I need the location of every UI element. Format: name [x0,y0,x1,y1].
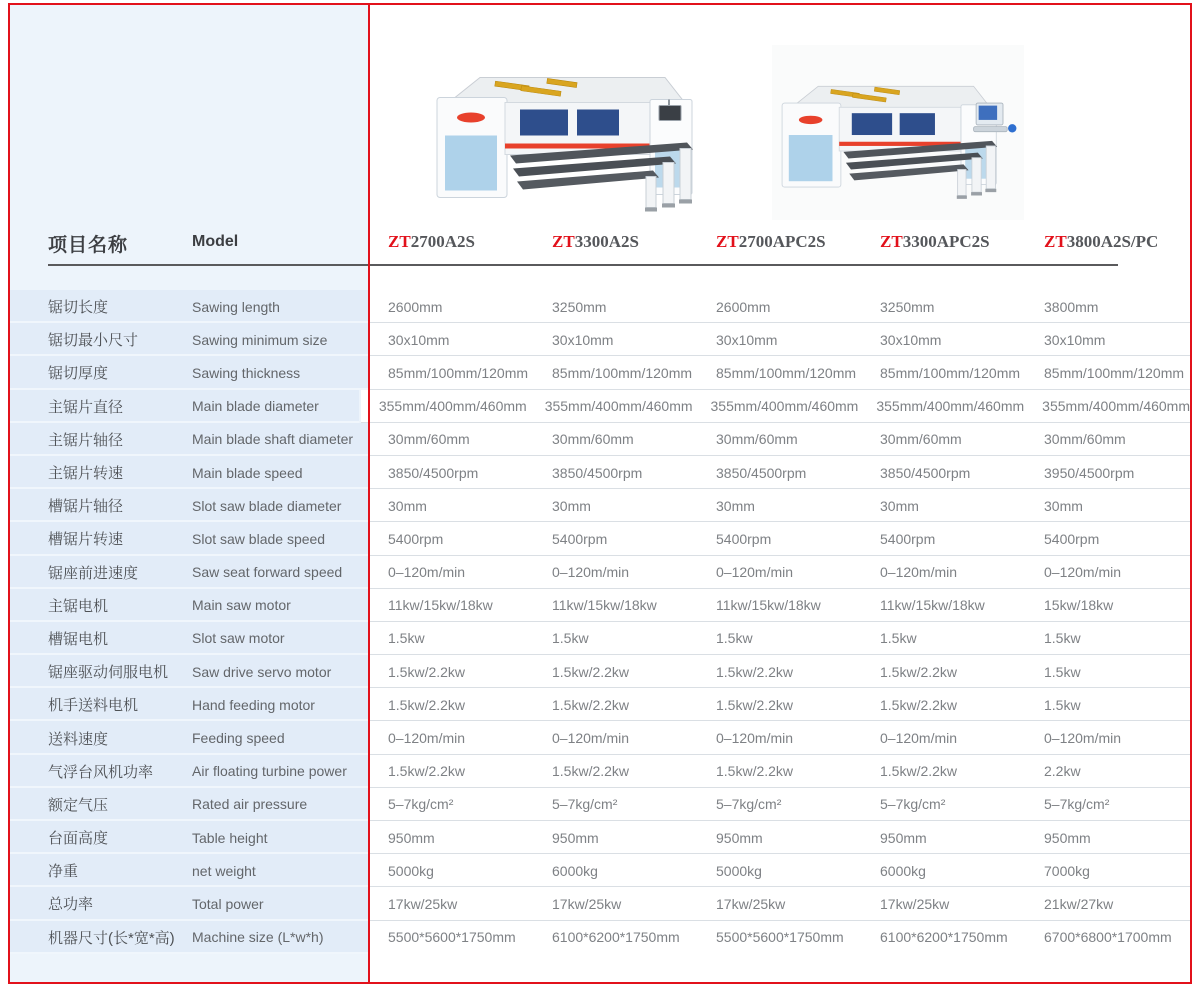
spec-label-en: net weight [192,862,256,879]
spec-value: 30mm/60mm [716,431,798,448]
spec-values-cell [370,854,1190,887]
spec-value: 30x10mm [880,331,942,348]
spec-row [10,721,1190,754]
spec-value: 30mm/60mm [388,431,470,448]
spec-value: 355mm/400mm/460mm [544,398,693,415]
spec-values-cell [370,522,1190,555]
spec-value: 5000kg [388,862,434,879]
spec-row [10,755,1190,788]
spec-values-cell [370,556,1190,589]
spec-label-cell [10,290,368,323]
spec-value: 1.5kw [1044,696,1081,713]
spec-value: 5–7kg/cm² [1044,796,1110,813]
spec-values-cell [370,887,1190,920]
model-name [1026,232,1190,252]
spec-values-cell [370,456,1190,489]
spec-value: 0–120m/min [388,564,466,581]
table-header [10,224,1190,266]
model-names-row [370,232,1190,252]
spec-table-body [10,290,1190,954]
spec-label-cell [10,423,368,456]
spec-row [10,489,1190,522]
spec-row [10,323,1190,356]
spec-value: 1.5kw [1044,630,1081,647]
spec-value: 30mm [552,497,591,514]
spec-label-cn: 机手送料电机 [48,697,139,715]
spec-value: 3950/4500rpm [1044,464,1135,481]
spec-row [10,655,1190,688]
spec-values-cell [370,921,1190,954]
spec-value: 1.5kw [1044,663,1081,680]
spec-label-cn: 锯切长度 [48,299,109,317]
spec-value: 85mm/100mm/120mm [880,364,1021,381]
spec-value: 30mm/60mm [880,431,962,448]
model-name [534,232,698,252]
spec-label-cn: 净重 [48,863,79,881]
spec-values-cell [370,489,1190,522]
header-project-name: 项目名称 [48,235,129,256]
spec-label-cell [10,755,368,788]
spec-value: 1.5kw [880,630,917,647]
spec-row [10,290,1190,323]
spec-value: 6000kg [880,862,926,879]
model-suffix: 3300APC2S [902,232,990,251]
spec-value: 3850/4500rpm [880,464,971,481]
spec-label-cn: 总功率 [48,896,94,914]
spec-values-cell [370,323,1190,356]
spec-value: 17kw/25kw [880,895,950,912]
spec-label-cn: 锯切厚度 [48,365,109,383]
spec-values-cell [370,423,1190,456]
model-name [862,232,1026,252]
spec-value: 355mm/400mm/460mm [1042,398,1190,415]
spec-value: 30mm [880,497,919,514]
spec-label-en: Rated air pressure [192,796,308,813]
spec-value: 0–120m/min [880,564,958,581]
spec-label-cn: 送料速度 [48,730,109,748]
spec-label-en: Sawing thickness [192,364,301,381]
model-name [698,232,862,252]
spec-value: 1.5kw [716,630,753,647]
spec-value: 355mm/400mm/460mm [876,398,1025,415]
spec-value: 3850/4500rpm [388,464,479,481]
spec-label-cell [10,356,368,389]
spec-label-en: Feeding speed [192,730,285,747]
spec-value: 5400rpm [388,530,444,547]
spec-values-cell [370,655,1190,688]
spec-value: 5400rpm [1044,530,1100,547]
spec-row [10,522,1190,555]
spec-value: 3800mm [1044,298,1099,315]
spec-value: 85mm/100mm/120mm [552,364,693,381]
model-suffix: 2700A2S [410,232,475,251]
spec-label-cn: 槽锯片转速 [48,531,124,549]
spec-value: 950mm [1044,829,1091,846]
spec-values-cell [370,589,1190,622]
spec-value: 1.5kw/2.2kw [552,763,630,780]
spec-value: 0–120m/min [552,730,630,747]
spec-label-cell [10,921,368,954]
spec-label-cell [10,589,368,622]
spec-row [10,622,1190,655]
panel-saw-apc-image [772,45,1024,220]
spec-label-en: Air floating turbine power [192,763,347,780]
spec-values-cell [370,290,1190,323]
spec-row [10,356,1190,389]
model-prefix: ZT [1044,232,1067,251]
spec-row [10,788,1190,821]
spec-value: 0–120m/min [552,564,630,581]
spec-value: 1.5kw/2.2kw [716,763,794,780]
spec-label-en: Main blade speed [192,464,303,481]
spec-label-cn: 槽锯电机 [48,630,109,648]
spec-value: 6100*6200*1750mm [552,929,680,946]
spec-value: 17kw/25kw [388,895,458,912]
computer-monitor-icon [974,103,1017,132]
spec-values-cell [370,688,1190,721]
spec-value: 15kw/18kw [1044,597,1114,614]
spec-value: 5500*5600*1750mm [388,929,516,946]
spec-label-cell [10,622,368,655]
spec-value: 355mm/400mm/460mm [378,398,527,415]
spec-value: 30x10mm [1044,331,1106,348]
spec-row [10,921,1190,954]
spec-label-en: Total power [192,895,264,912]
spec-value: 3250mm [880,298,935,315]
spec-label-cn: 机器尺寸(长*宽*高) [48,929,175,947]
spec-value: 1.5kw/2.2kw [388,763,466,780]
spec-value: 5–7kg/cm² [552,796,618,813]
spec-label-cn: 槽锯片轴径 [48,498,124,516]
spec-label-cell [10,390,359,423]
spec-values-cell [370,788,1190,821]
spec-label-en: Saw seat forward speed [192,564,343,581]
spec-value: 1.5kw/2.2kw [388,663,466,680]
spec-label-cn: 主锯片轴径 [48,431,124,449]
spec-value: 30mm [1044,497,1083,514]
spec-label-cell [10,323,368,356]
model-prefix: ZT [716,232,739,251]
spec-label-cell [10,456,368,489]
spec-label-en: Table height [192,829,268,846]
spec-value: 85mm/100mm/120mm [716,364,857,381]
spec-value: 1.5kw/2.2kw [880,663,958,680]
spec-value: 11kw/15kw/18kw [388,597,493,614]
spec-label-cell [10,721,368,754]
spec-value: 7000kg [1044,862,1090,879]
header-model: Model [192,233,239,250]
spec-label-cn: 台面高度 [48,830,109,848]
spec-label-cell [10,556,368,589]
model-prefix: ZT [552,232,575,251]
model-name [370,232,534,252]
spec-value: 3250mm [552,298,607,315]
spec-label-en: Slot saw blade speed [192,530,326,547]
spec-value: 1.5kw/2.2kw [716,696,794,713]
spec-value: 85mm/100mm/120mm [1044,364,1185,381]
spec-label-cn: 气浮台风机功率 [48,763,154,781]
spec-value: 2.2kw [1044,763,1081,780]
spec-label-en: Hand feeding motor [192,696,315,713]
spec-value: 17kw/25kw [716,895,786,912]
spec-row [10,821,1190,854]
spec-row [10,423,1190,456]
spec-value: 1.5kw [552,630,589,647]
spec-label-en: Main blade shaft diameter [192,431,354,448]
spec-label-cell [10,655,368,688]
red-divider-line [368,3,370,984]
spec-label-cell [10,489,368,522]
spec-value: 11kw/15kw/18kw [716,597,821,614]
model-suffix: 2700APC2S [738,232,826,251]
spec-values-cell [370,622,1190,655]
spec-label-en: Machine size (L*w*h) [192,929,324,946]
spec-value: 5–7kg/cm² [716,796,782,813]
spec-values-cell [370,821,1190,854]
spec-value: 1.5kw/2.2kw [880,696,958,713]
spec-label-cell [10,522,368,555]
spec-value: 5400rpm [880,530,936,547]
spec-value: 30mm [716,497,755,514]
spec-value: 1.5kw/2.2kw [552,696,630,713]
spec-value: 6000kg [552,862,598,879]
spec-label-en: Saw drive servo motor [192,663,332,680]
spec-value: 0–120m/min [1044,730,1122,747]
spec-value: 5–7kg/cm² [388,796,454,813]
spec-value: 5400rpm [716,530,772,547]
spec-value: 950mm [552,829,599,846]
spec-value: 6100*6200*1750mm [880,929,1008,946]
spec-label-cn: 额定气压 [48,796,109,814]
spec-label-en: Sawing minimum size [192,331,328,348]
spec-label-en: Slot saw motor [192,630,285,647]
spec-row [10,887,1190,920]
spec-value: 1.5kw/2.2kw [388,696,466,713]
spec-label-cell [10,788,368,821]
spec-value: 3850/4500rpm [716,464,807,481]
spec-row [10,556,1190,589]
spec-value: 1.5kw/2.2kw [716,663,794,680]
spec-values-cell [370,755,1190,788]
spec-values-cell [370,356,1190,389]
spec-label-en: Slot saw blade diameter [192,497,342,514]
spec-row [10,688,1190,721]
model-suffix: 3300A2S [574,232,639,251]
spec-value: 5–7kg/cm² [880,796,946,813]
spec-value: 0–120m/min [716,730,794,747]
spec-value: 30mm [388,497,427,514]
spec-value: 30mm/60mm [1044,431,1126,448]
spec-value: 30x10mm [388,331,450,348]
spec-value: 3850/4500rpm [552,464,643,481]
panel-saw-apc-icon [772,45,1024,220]
spec-value: 1.5kw [388,630,425,647]
spec-label-cn: 锯座驱动伺服电机 [48,664,169,682]
spec-value: 11kw/15kw/18kw [552,597,657,614]
spec-value: 17kw/25kw [552,895,622,912]
header-underline [48,264,1118,266]
panel-saw-a2s-icon [425,45,725,220]
spec-row [10,456,1190,489]
spec-value: 1.5kw/2.2kw [880,763,958,780]
spec-label-cell [10,821,368,854]
spec-value: 0–120m/min [388,730,466,747]
spec-value: 30mm/60mm [552,431,634,448]
spec-label-cn: 锯切最小尺寸 [48,332,139,350]
spec-label-en: Sawing length [192,298,280,315]
spec-label-cell [10,688,368,721]
spec-values-cell [361,390,1190,423]
spec-value: 950mm [716,829,763,846]
model-suffix: 3800A2S/PC [1066,232,1159,251]
panel-saw-a2s-image [425,45,725,220]
spec-label-cn: 锯座前进速度 [48,564,139,582]
model-prefix: ZT [388,232,411,251]
spec-value: 6700*6800*1700mm [1044,929,1172,946]
spec-value: 0–120m/min [880,730,958,747]
spec-values-cell [370,721,1190,754]
spec-value: 355mm/400mm/460mm [710,398,859,415]
spec-row [10,589,1190,622]
spec-label-cn: 主锯片转速 [48,465,124,483]
spec-row [10,390,1190,423]
spec-value: 2600mm [388,298,443,315]
spec-value: 5400rpm [552,530,608,547]
model-prefix: ZT [880,232,903,251]
spec-value: 0–120m/min [716,564,794,581]
spec-value: 1.5kw/2.2kw [552,663,630,680]
spec-value: 11kw/15kw/18kw [880,597,985,614]
spec-value: 85mm/100mm/120mm [388,364,529,381]
spec-value: 30x10mm [716,331,778,348]
spec-value: 5500*5600*1750mm [716,929,844,946]
spec-label-cn: 主锯电机 [48,597,109,615]
spec-value: 21kw/27kw [1044,895,1114,912]
spec-value: 30x10mm [552,331,614,348]
spec-label-cn: 主锯片直径 [48,398,124,416]
spec-value: 950mm [880,829,927,846]
spec-label-en: Main saw motor [192,597,291,614]
spec-label-cell [10,854,368,887]
spec-row [10,854,1190,887]
spec-value: 2600mm [716,298,771,315]
spec-label-cell [10,887,368,920]
spec-value: 0–120m/min [1044,564,1122,581]
spec-label-en: Main blade diameter [192,398,319,415]
spec-value: 5000kg [716,862,762,879]
spec-value: 950mm [388,829,435,846]
